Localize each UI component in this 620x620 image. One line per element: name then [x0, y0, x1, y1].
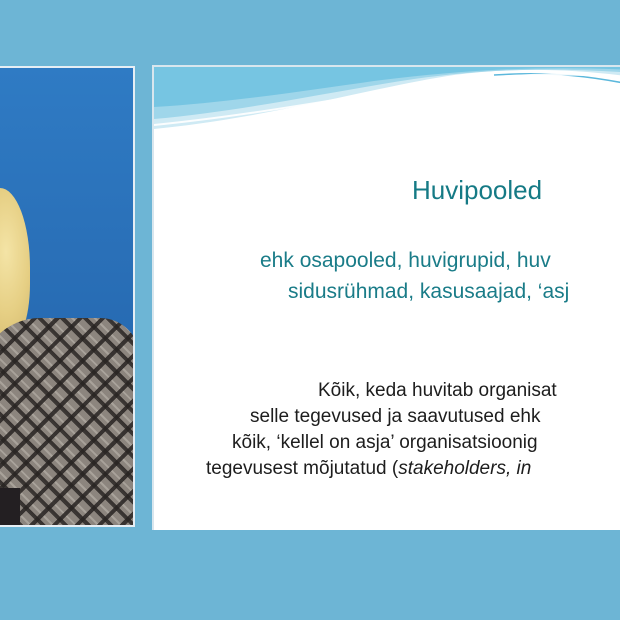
subtitle-line-1: ehk osapooled, huvigrupid, huv — [260, 249, 551, 272]
body-line-2: selle tegevused ja saavutused ehk — [250, 406, 541, 427]
speaker-jacket — [0, 318, 135, 527]
body-line-4-text: tegevusest mõjutatud ( — [206, 458, 399, 479]
speaker-shirt — [0, 488, 20, 527]
slide-panel — [152, 65, 620, 530]
body-line-3: kõik, ‘kellel on asja’ organisatsioonig — [232, 432, 538, 453]
body-line-1: Kõik, keda huvitab organisat — [318, 380, 557, 401]
body-line-4 — [206, 458, 531, 480]
subtitle-line-2: sidusrühmad, kasusaajad, ‘asj — [288, 280, 570, 303]
speaker-video — [0, 66, 135, 527]
body-line-4-italic: stakeholders, in — [398, 458, 532, 479]
slide-wave-decoration — [154, 67, 620, 137]
slide-title: Huvipooled — [412, 175, 543, 205]
